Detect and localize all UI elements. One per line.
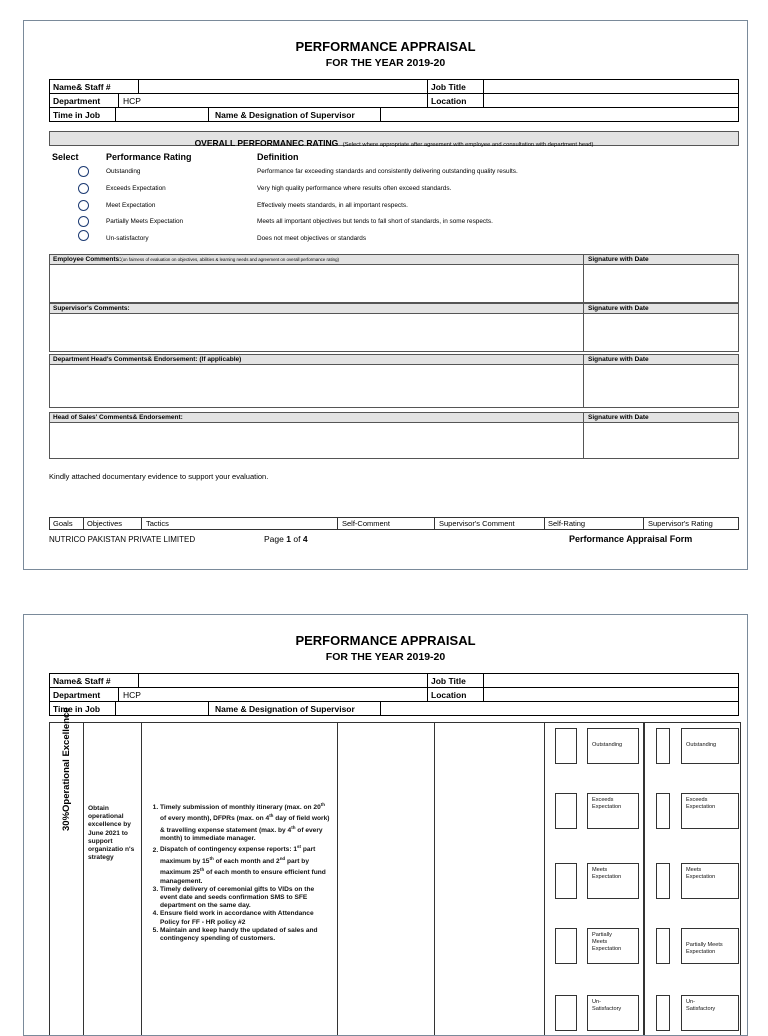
p2-name-staff-label: Name& Staff # [53, 676, 111, 686]
radio-unsatisfactory[interactable] [78, 230, 89, 241]
location-label-cell [427, 93, 484, 108]
select-column-header: Select [52, 152, 79, 162]
self-rating-check-exceeds[interactable] [555, 793, 577, 829]
goal-col-divider-1 [83, 723, 84, 1036]
p2-location-field[interactable] [483, 687, 739, 702]
department-value: HCP [123, 96, 141, 106]
head-of-sales-signature-field[interactable] [584, 424, 738, 458]
supervisor-comments-section [49, 303, 739, 352]
tactics-list [148, 801, 333, 943]
head-of-sales-signature-label: Signature with Date [588, 414, 649, 421]
goals-divider-5 [544, 518, 545, 529]
job-title-field[interactable] [483, 79, 739, 94]
name-staff-label: Name& Staff # [53, 82, 111, 92]
goals-col-self-comment: Self-Comment [342, 519, 390, 528]
p2-department-field[interactable] [118, 687, 428, 702]
rating-name-unsatisfactory: Un-satisfactory [106, 235, 149, 242]
location-field[interactable] [483, 93, 739, 108]
supervisor-signature-field[interactable] [584, 315, 738, 351]
definition-outstanding: Performance far exceeding standards and consistently delivering outstanding quality results. [257, 168, 518, 175]
goals-col-supervisor-rating: Supervisor's Rating [648, 519, 713, 528]
page2-subtitle: FOR THE YEAR 2019-20 [325, 651, 446, 663]
goals-col-supervisor-comment: Supervisor's Comment [439, 519, 515, 528]
footer-form-name: Performance Appraisal Form [569, 534, 693, 544]
definition-column-header: Definition [257, 152, 299, 162]
time-in-job-field[interactable] [115, 107, 209, 122]
supervisor-rating-option-exceeds [681, 793, 739, 829]
p2-supervisor-label-cell [208, 701, 381, 716]
self-rating-label-partially: Partially Meets Expectation [592, 932, 622, 952]
head-of-sales-label: Head of Sales' Comments& Endorsement: [53, 414, 183, 421]
department-head-comments-field[interactable] [50, 366, 582, 407]
head-of-sales-section [49, 412, 739, 459]
p2-location-label: Location [431, 690, 467, 700]
appraisal-page-2 [23, 614, 748, 1036]
supervisor-rating-label-exceeds: Exceeds Expectation [686, 797, 716, 810]
evidence-note: Kindly attached documentary evidence to support your evaluation. [49, 472, 269, 481]
goals-col-objectives: Objectives [87, 519, 123, 528]
self-rating-check-outstanding[interactable] [555, 728, 577, 764]
supervisor-label-cell [208, 107, 381, 122]
page2-title: PERFORMANCE APPRAISAL [295, 633, 476, 648]
time-in-job-label: Time in Job [53, 110, 101, 120]
employee-comments-title: Employee Comments: [53, 256, 122, 263]
employee-comments-label [53, 256, 339, 263]
self-rating-label-unsatisfactory: Un-Satisfactory [592, 999, 622, 1012]
supervisor-field[interactable] [380, 107, 739, 122]
radio-partially-meets[interactable] [78, 216, 89, 227]
tactic-item-2: 2. Dispatch of contingency expense reports: 1st part maximum by 15th of each month and 2nd part by maximum 25th of each month to ensure efficient fund management. [160, 843, 333, 885]
page-subtitle: FOR THE YEAR 2019-20 [325, 57, 446, 69]
supervisor-label: Name & Designation of Supervisor [215, 110, 355, 120]
self-rating-option-meets [587, 863, 639, 899]
definition-meet: Effectively meets standards, in all important respects. [257, 202, 408, 209]
rating-name-outstanding: Outstanding [106, 168, 141, 175]
employee-signature-field[interactable] [584, 266, 738, 302]
supervisor-signature-label: Signature with Date [588, 305, 649, 312]
p2-name-staff-field[interactable] [138, 673, 428, 688]
supervisor-comment-field[interactable] [435, 723, 544, 1036]
supervisor-rating-check-exceeds[interactable] [656, 793, 670, 829]
footer-page-of: of [293, 534, 301, 544]
self-rating-option-outstanding [587, 728, 639, 764]
p2-location-label-cell [427, 687, 484, 702]
goals-divider-1 [83, 518, 84, 529]
tactic-item-5: 5. Maintain and keep handy the updated of sales and contingency spending of customers. [160, 927, 333, 943]
p2-name-staff-label-cell [49, 673, 139, 688]
goal-col-divider-2 [141, 723, 142, 1036]
rating-name-partially: Partially Meets Expectation [106, 218, 184, 225]
p2-time-in-job-field[interactable] [115, 701, 209, 716]
employee-comments-note: (on fairness of evaluation on objectives, abilities & learning needs and agreement on overall performance rating) [121, 257, 339, 262]
job-title-label-cell [427, 79, 484, 94]
overall-rating-header [49, 131, 739, 146]
supervisor-rating-label-outstanding: Outstanding [686, 742, 717, 748]
supervisor-rating-label-unsatisfactory: Un-Satisfactory [686, 999, 716, 1012]
footer-page-total: 4 [302, 534, 308, 544]
supervisor-rating-option-outstanding [681, 728, 739, 764]
self-rating-option-exceeds [587, 793, 639, 829]
overall-rating-title: OVERALL PERFORMANEC RATING [194, 138, 339, 148]
department-head-label: Department Head's Comments& Endorsement: (If applicable) [53, 356, 242, 363]
supervisor-comments-label: Supervisor's Comments: [53, 305, 130, 312]
self-rating-check-partially[interactable] [555, 928, 577, 964]
appraisal-page-1 [23, 20, 748, 570]
goal-col-divider-5 [544, 723, 545, 1036]
footer-page-current: 1 [286, 534, 291, 544]
department-head-signature-label: Signature with Date [588, 356, 649, 363]
location-label: Location [431, 96, 467, 106]
rating-column-header: Performance Rating [106, 152, 192, 162]
supervisor-rating-check-partially[interactable] [656, 928, 670, 964]
job-title-label: Job Title [431, 82, 466, 92]
supervisor-comments-field[interactable] [50, 315, 582, 351]
head-of-sales-comments-field[interactable] [50, 424, 582, 458]
footer-page-prefix: Page [264, 534, 284, 544]
goal-col-divider-6 [643, 723, 645, 1036]
department-head-section [49, 354, 739, 408]
name-staff-field[interactable] [138, 79, 428, 94]
supervisor-rating-label-partially: Partially Meets Expectation [686, 942, 723, 955]
supervisor-rating-check-unsatisfactory[interactable] [656, 995, 670, 1031]
department-field[interactable] [118, 93, 428, 108]
goals-col-self-rating: Self-Rating [548, 519, 586, 528]
self-rating-check-meets[interactable] [555, 863, 577, 899]
footer-page-number [264, 534, 308, 544]
goals-divider-2 [141, 518, 142, 529]
radio-outstanding[interactable] [78, 166, 89, 177]
employee-comments-field[interactable] [50, 266, 582, 302]
supervisor-rating-label-meets: Meets Expectation [686, 867, 716, 880]
supervisor-rating-check-outstanding[interactable] [656, 728, 670, 764]
self-rating-option-unsatisfactory [587, 995, 639, 1031]
tactic-item-4: 4. Ensure field work in accordance with Attendance Policy for FF - HR policy #2 [160, 910, 333, 926]
self-rating-label-outstanding: Outstanding [592, 742, 623, 748]
employee-comments-section [49, 254, 739, 303]
goals-divider-4 [434, 518, 435, 529]
definition-exceeds: Very high quality performance where results often exceed standards. [257, 185, 452, 192]
objective-text: Obtain operational excellence by June 2021 to support organizatio n's strategy [88, 805, 135, 862]
overall-rating-note: (Select where appropriate after agreement with employee and consultation with department head) [342, 142, 594, 148]
time-in-job-label-cell [49, 107, 116, 122]
self-rating-label-exceeds: Exceeds Expectation [592, 797, 622, 810]
department-label: Department [53, 96, 101, 106]
tactic-item-1: 1. Timely submission of monthly itinerary (max. on 20th of every month), DFPRs (max. on 4th day of field work) & travelling expense statement (max. by 4th of every month) to immediate manager. [160, 801, 333, 843]
self-rating-check-unsatisfactory[interactable] [555, 995, 577, 1031]
radio-exceeds-expectation[interactable] [78, 183, 89, 194]
p2-department-label-cell [49, 687, 119, 702]
goals-divider-3 [337, 518, 338, 529]
p2-time-in-job-label: Time in Job [53, 704, 101, 714]
definition-unsatisfactory: Does not meet objectives or standards [257, 235, 367, 242]
goals-header-row [49, 517, 739, 530]
department-head-signature-field[interactable] [584, 366, 738, 407]
footer-company: NUTRICO PAKISTAN PRIVATE LIMITED [49, 535, 196, 544]
goals-col-tactics: Tactics [146, 519, 169, 528]
supervisor-rating-option-meets [681, 863, 739, 899]
employee-signature-label: Signature with Date [588, 256, 649, 263]
self-rating-label-meets: Meets Expectation [592, 867, 622, 880]
name-staff-label-cell [49, 79, 139, 94]
rating-name-exceeds: Exceeds Expectation [106, 185, 166, 192]
goal-label: 30%Operational Excellence [61, 707, 72, 831]
p2-job-title-label-cell [427, 673, 484, 688]
p2-department-label: Department [53, 690, 101, 700]
supervisor-rating-option-partially [681, 928, 739, 964]
supervisor-rating-check-meets[interactable] [656, 863, 670, 899]
self-comment-field[interactable] [338, 723, 434, 1036]
page-title: PERFORMANCE APPRAISAL [295, 39, 476, 54]
p2-job-title-label: Job Title [431, 676, 466, 686]
p2-job-title-field[interactable] [483, 673, 739, 688]
self-rating-option-partially [587, 928, 639, 964]
p2-supervisor-field[interactable] [380, 701, 739, 716]
p2-supervisor-label: Name & Designation of Supervisor [215, 704, 355, 714]
radio-meet-expectation[interactable] [78, 200, 89, 211]
rating-name-meet: Meet Expectation [106, 202, 156, 209]
tactic-item-3: 3. Timely delivery of ceremonial gifts to VIDs on the event date and seeds confirmation SMS to SFE department on the same day. [160, 886, 333, 911]
definition-partially: Meets all important objectives but tends to fall short of standards, in some respects. [257, 218, 493, 225]
goals-col-goals: Goals [53, 519, 73, 528]
department-label-cell [49, 93, 119, 108]
goals-divider-6 [643, 518, 644, 529]
p2-department-value: HCP [123, 690, 141, 700]
supervisor-rating-option-unsatisfactory [681, 995, 739, 1031]
